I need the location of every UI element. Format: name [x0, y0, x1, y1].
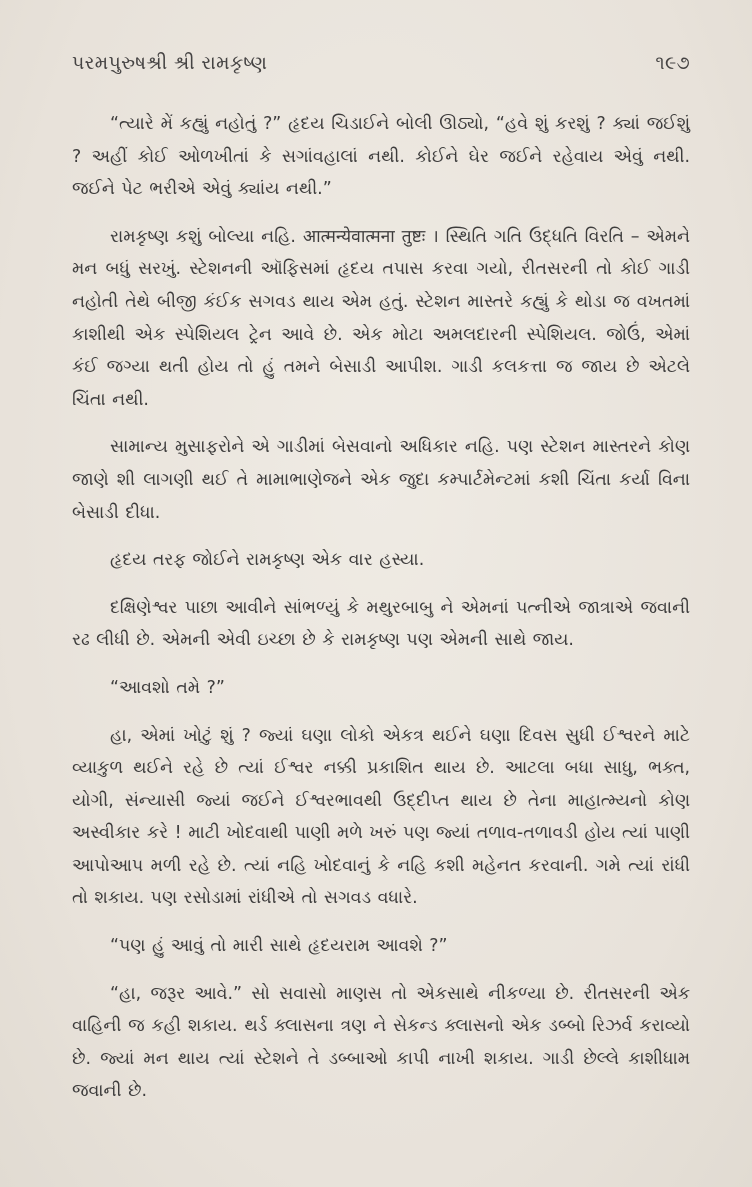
page-body	[72, 108, 690, 1108]
paragraph: રામકૃષ્ણ કશું બોલ્યા નહિ. आत्मन्येवात्मना तुष्टः । સ્થિતિ ગતિ ઉદ્ધતિ વિરતિ – એમને મન બધું સરખું. સ્ટેશનની ઑફિસમાં હૃદય તપાસ કરવા ગયો, રીતસરની તો કોઈ ગાડી નહોતી તેથે બીજી કંઈક સગવડ થાય એમ હતું. સ્ટેશન માસ્તરે કહ્યું કે થોડા જ વખતમાં કાશીથી એક સ્પેશિયલ ટ્રેન આવે છે. એક મોટા અમલદારની સ્પેશિયલ. જોઉં, એમાં કંઈ જગ્યા થતી હોય તો હું તમને બેસાડી આપીશ. ગાડી કલકત્તા જ જાય છે એટલે ચિંતા નથી.	[72, 226, 690, 410]
running-title: પરમપુરુષશ્રી શ્રી રામકૃષ્ણ	[72, 52, 268, 74]
paragraph: હા, એમાં ખોટું શું ? જ્યાં ઘણા લોકો એકત્ર થઈને ઘણા દિવસ સુધી ઈશ્વરને માટે વ્યાકુળ થઈને રહે છે ત્યાં ઈશ્વર નક્કી પ્રકાશિત થાય છે. આટલા બધા સાધુ, ભક્ત, યોગી, સંન્યાસી જ્યાં જઈને ઈશ્વરભાવથી ઉદ્દીપ્ત થાય છે તેના માહાત્મ્યનો કોણ અસ્વીકાર કરે ! માટી ખોદવાથી પાણી મળે ખરું પણ જ્યાં તળાવ-તળાવડી હોય ત્યાં પાણી આપોઆપ મળી રહે છે. ત્યાં નહિ ખોદવાનું કે નહિ કશી મહેનત કરવાની. ગમે ત્યાં રાંધી તો શકાય. પણ રસોડામાં રાંધીએ તો સગવડ વધારે.	[72, 725, 690, 909]
paragraph: સામાન્ય મુસાફરોને એ ગાડીમાં બેસવાનો અધિકાર નહિ. પણ સ્ટેશન માસ્તરને કોણ જાણે શી લાગણી થઈ તે મામાભાણેજને એક જુદા કમ્પાર્ટમેન્ટમાં કશી ચિંતા કર્યા વિના બેસાડી દીધા.	[72, 437, 690, 523]
paragraph: હૃદય તરફ જોઈને રામકૃષ્ણ એક વાર હસ્યા.	[110, 550, 425, 571]
paragraph: “ત્યારે મેં કહ્યું નહોતું ?” હૃદય ચિડાઈને બોલી ઊઠ્યો, “હવે શું કરશું ? ક્યાં જઈશું ? અહીં કોઈ ઓળખીતાં કે સગાંવહાલાં નથી. કોઈને ઘેર જઈને રહેવાય એવું નથી. જઈને પેટ ભરીએ એવું ક્યાંય નથી.”	[72, 114, 690, 200]
paragraph: દક્ષિણેશ્વર પાછા આવીને સાંભળ્યું કે મથુરબાબુ ને એમનાં પત્નીએ જાત્રાએ જવાની રઢ લીધી છે. એમની એવી ઇચ્છા છે કે રામકૃષ્ણ પણ એમની સાથે જાય.	[72, 597, 690, 651]
page-number: ૧૯૭	[655, 52, 690, 74]
paragraph: “પણ હું આવું તો મારી સાથે હૃદયરામ આવશે ?”	[110, 936, 448, 957]
paragraph: “હા, જરૂર આવે.” સો સવાસો માણસ તો એકસાથે નીકળ્યા છે. રીતસરની એક વાહિની જ કહી શકાય. થર્ડ ક્લાસના ત્રણ ને સેકન્ડ ક્લાસનો એક ડબ્બો રિઝર્વ કરાવ્યો છે. જ્યાં મન થાય ત્યાં સ્ટેશને તે ડબ્બાઓ કાપી નાખી શકાય. ગાડી છેલ્લે કાશીધામ જવાની છે.	[72, 983, 690, 1102]
paragraph: “આવશો તમે ?”	[110, 677, 225, 698]
running-header	[72, 52, 690, 74]
